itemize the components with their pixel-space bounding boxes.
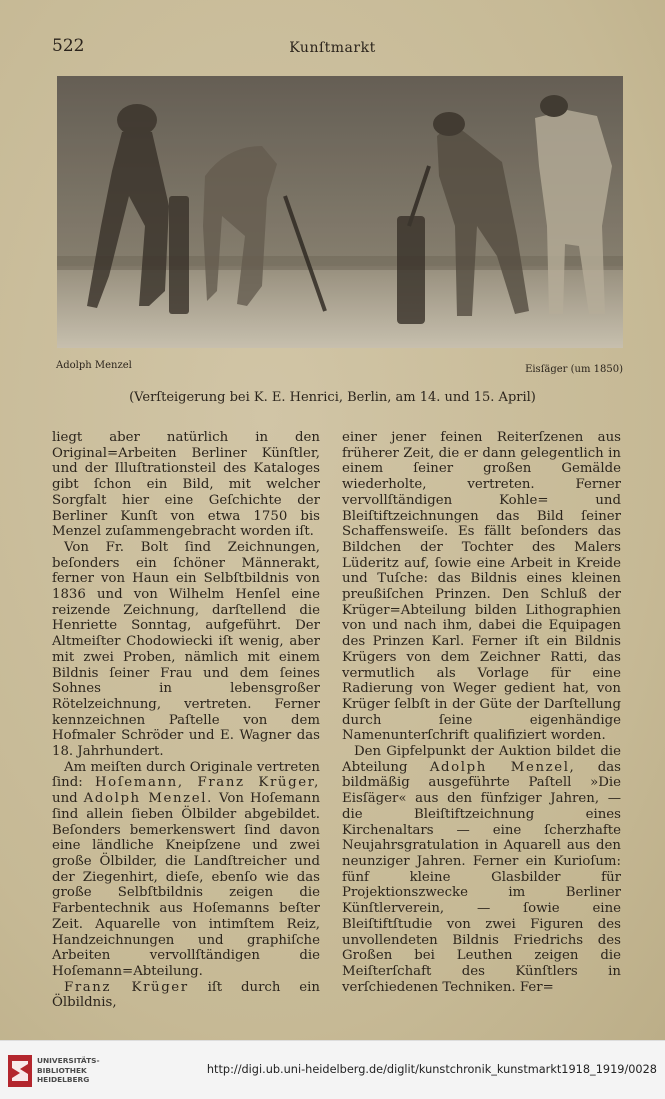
paragraph: liegt aber natürlich in den Original=Arbeiten Berliner Künſtler, und der Illuſtrationsteil des Kataloges gibt ſchon ein Bild, mit welcher Sorgfalt hier eine Geſchichte der Berliner Kunſt von etwa 1750 bis Menzel zuſammengebracht worden iſt. [52,430,320,540]
caption-artist: Adolph Menzel [56,360,132,371]
paragraph [52,980,320,1011]
artist-name: Adolph Menzel, [429,759,576,775]
paragraph: Von Fr. Bolt ſind Zeichnungen, beſonders ein ſchöner Männerakt, ferner von Haun ein Selbſtbildnis von 1836 und von Wilhelm Henſel eine reizende Zeichnung, darſtellend die Henriette Sonntag, aufgeführt. Der Altmeiſter Chodowiecki iſt wenig, aber mit zwei Proben, nämlich mit einem Bildnis ſeiner Frau und dem ſeines Sohnes in lebensgroßer Rötelzeichnung, vertreten. Ferner kennzeichnen Paſtelle von dem Hofmaler Schröder und E. Wagner das 18. Jahrhundert. [52,539,320,760]
library-name-line: HEIDELBERG [37,1075,90,1085]
text-run: das bildmäßig ausgeführte Paſtell »Die Eisſäger« aus den fünfziger Jahren, — die Bleiſtiftzeichnung eines Kirchenaltars — eine ſcherzhafte Neujahrsgratulation in Aquarell aus den neunziger Jahren. Ferner ein Kurioſum: fünf kleine Glasbilder für Projektionszwecke im Berliner Künſtlerverein, — ſowie eine Bleiſtiftſtudie von zwei Figuren des unvollendeten Bildnis Friedrichs des Großen bei Leuthen zeigen die Meiſterſchaft des Künſtlers in verſchiedenen Techniken. Fer= [342,759,621,995]
ice-sawyers-illustration [57,76,623,348]
paragraph: einer jener feinen Reiterſzenen aus früherer Zeit, die er dann gelegentlich in einem ſeiner großen Gemälde wiederholte, vertreten. Ferner vervollſtändigen Kohle= und Bleiſtiftzeichnungen das Bild ſeiner Schaffensweiſe. Es fällt beſonders das Bildchen der Tochter des Malers Lüderitz auf, ſowie eine Arbeit in Kreide und Tuſche: das Bildnis eines kleinen preußiſchen Prinzen. Den Schluß der Krüger=Abteilung bilden Lithographien von und nach ihm, dabei die Equipagen des Prinzen Karl. Ferner iſt ein Bildnis Krügers von dem Zeichner Ratti, das vermutlich als Vorlage für eine Radierung von Weger gedient hat, von Krüger ſelbſt in der Güte der Darſtellung durch ſeine eigenhändige Namenunterſchrift qualifiziert worden. [342,430,621,744]
artwork-plate [57,76,623,348]
text-run: Von Hoſemann ſind allein ſieben Ölbilder abgebildet. Beſonders bemerkenswert ſind davon eine ländliche Kneipſzene und zwei große Ölbilder, die Landſtreicher und der Ziegenhirt, dieſe, ebenſo wie das große Selbſtbildnis zeigen die Farbentechnik aus Hoſemanns beſter Zeit. Aquarelle von intimſtem Reiz, Handzeichnungen und graphiſche Arbeiten vervollſtändigen die Hoſemann=Abteilung. [52,791,321,979]
library-name-line: BIBLIOTHEK [37,1065,87,1075]
text-run: Am meiſten durch Originale vertreten ſind: [52,759,320,791]
text-run: iſt durch ein Ölbildnis, [52,979,320,1011]
text-column-right [342,430,621,995]
artist-name: Franz Krüger [64,979,189,995]
artist-name: Hoſemann, Franz Krüger, [94,775,320,791]
text-run: und [52,791,78,807]
library-name-line: UNIVERSITÄTS- [37,1056,100,1065]
viewer-footer [0,1040,665,1099]
library-name [37,1056,100,1085]
text-run: Den Gipfelpunkt der Auktion bildet die Abteilung [342,744,621,775]
running-head: Kunſtmarkt [289,40,376,56]
caption-title: Eisſäger (um 1850) [525,364,623,375]
permalink-url[interactable]: http://digi.ub.uni-heidelberg.de/diglit/kunstchronik_kunstmarkt1918_1919/0028 [206,1063,657,1076]
auction-caption: (Verſteigerung bei K. E. Henrici, Berlin, am 14. und 15. April) [129,390,536,405]
paragraph [342,744,621,995]
text-column-left [52,430,320,1011]
paragraph [52,760,320,980]
university-library-logo-icon [8,1055,32,1087]
page-number: 522 [52,36,85,56]
artist-name: Adolph Menzel. [83,791,213,807]
